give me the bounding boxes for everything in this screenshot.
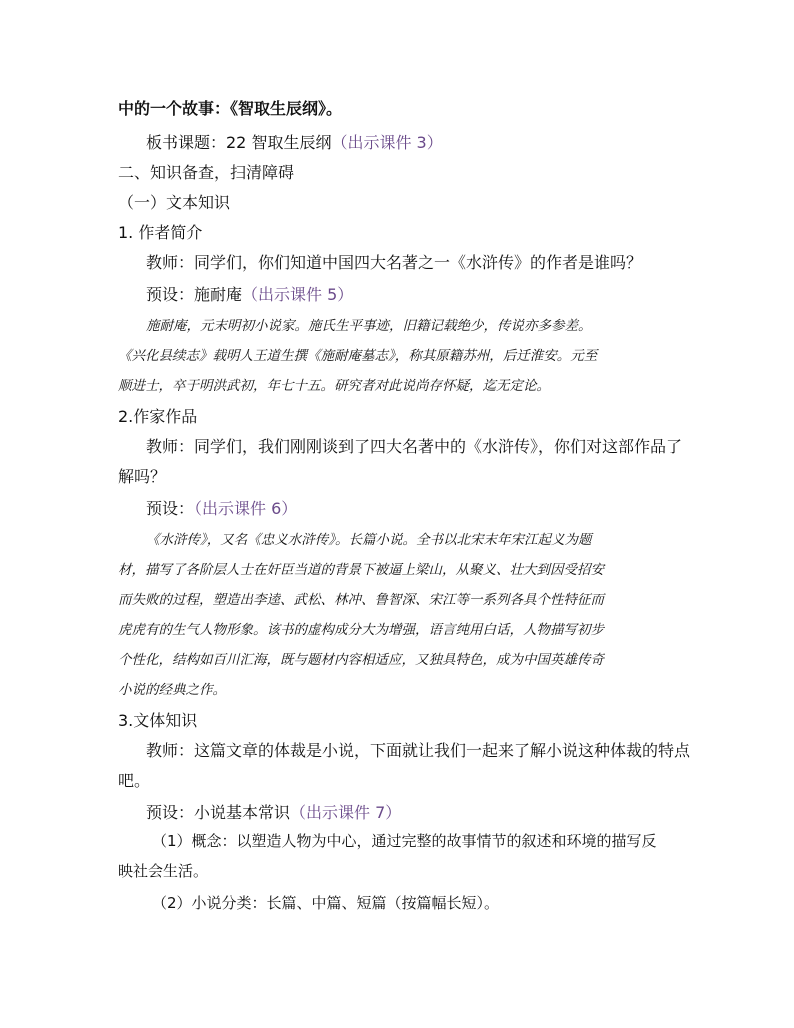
answer-line: 预设：（出示课件 6） (146, 499, 298, 518)
section-heading: 二、知识备查，扫清障碍 (118, 163, 295, 182)
author-note: 顺进士，卒于明洪武初，年七十五。研究者对此说尚存怀疑，迄无定论。 (118, 378, 550, 394)
works-note: 个性化，结构如百川汇海，既与题材内容相适应，又独具特色，成为中国英雄传奇 (118, 652, 604, 668)
courseware-ref: （出示课件 3） (331, 133, 443, 152)
works-note: 小说的经典之作。 (118, 682, 226, 698)
genre-note: （1）概念：以塑造人物为中心，通过完整的故事情节的叙述和环境的描写反 (152, 832, 657, 850)
works-note: 虎虎有的生气人物形象。该书的虚构成分大为增强，语言纯用白话，人物描写初步 (118, 622, 604, 638)
item-heading-genre: 3.文体知识 (118, 711, 198, 730)
subsection-heading: （一）文本知识 (118, 193, 231, 212)
answer-line: 预设：小说基本常识（出示课件 7） (146, 803, 402, 822)
item-heading-author: 1. 作者简介 (118, 223, 203, 242)
item-heading-works: 2.作家作品 (118, 407, 198, 426)
teacher-question: 教师：这篇文章的体裁是小说，下面就让我们一起来了解小说这种体裁的特点 (146, 741, 691, 760)
author-note: 施耐庵，元末明初小说家。施氏生平事迹，旧籍记载绝少，传说亦多参差。 (146, 318, 592, 334)
courseware-ref: （出示课件 5） (242, 285, 354, 304)
teacher-question: 吧。 (118, 771, 151, 790)
courseware-ref: （出示课件 7） (290, 803, 402, 822)
intro-line: 中的一个故事：《智取生辰纲》。 (118, 99, 343, 118)
works-note: 《水浒传》，又名《忠义水浒传》。长篇小说。全书以北宋末年宋江起义为题 (146, 532, 592, 548)
genre-note: 映社会生活。 (118, 862, 209, 880)
genre-note: （2）小说分类：长篇、中篇、短篇（按篇幅长短）。 (152, 894, 500, 912)
lesson-title-line: 板书课题：22 智取生辰纲（出示课件 3） (146, 133, 443, 152)
teacher-question: 解吗？ (118, 467, 167, 486)
works-note: 材，描写了各阶层人士在奸臣当道的背景下被逼上梁山，从聚义、壮大到因受招安 (118, 562, 604, 578)
teacher-question: 教师：同学们，我们刚刚谈到了四大名著中的《水浒传》，你们对这部作品了 (146, 437, 683, 456)
works-note: 而失败的过程，塑造出李逵、武松、林冲、鲁智深、宋江等一系列各具个性特征而 (118, 592, 604, 608)
answer-line: 预设：施耐庵（出示课件 5） (146, 285, 354, 304)
author-note: 《兴化县续志》载明人王道生撰《施耐庵墓志》，称其原籍苏州，后迁淮安。元至 (118, 348, 598, 364)
teacher-question: 教师：同学们，你们知道中国四大名著之一《水浒传》的作者是谁吗？ (146, 253, 643, 272)
courseware-ref: （出示课件 6） (194, 499, 298, 518)
